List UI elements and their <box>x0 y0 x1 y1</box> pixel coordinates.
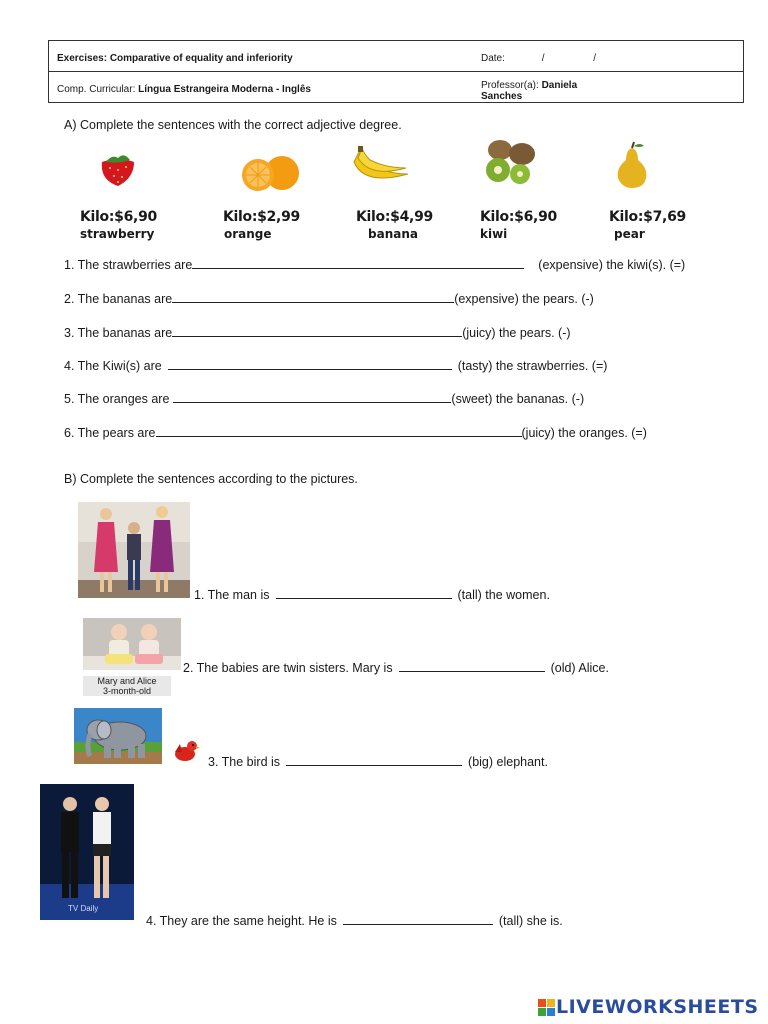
sentence-start: 5. The oranges are <box>64 392 170 406</box>
date-separator: / <box>593 53 597 64</box>
exercise-title: Exercises: Comparative of equality and inferiority <box>57 53 293 64</box>
date-label: Date: <box>481 53 505 64</box>
sentence-end: (tall) she is. <box>498 914 563 928</box>
fruit-price: Kilo:$6,90 <box>480 209 557 225</box>
curricular-component <box>57 84 311 95</box>
teacher-label: Professor(a): <box>481 80 542 91</box>
answer-blank[interactable] <box>156 426 522 437</box>
sentence-start: 2. The babies are twin sisters. Mary is <box>183 661 393 675</box>
answer-blank[interactable] <box>276 588 452 599</box>
sentence-end: (juicy) the oranges. (=) <box>521 426 647 440</box>
exercise-sentence <box>146 914 563 928</box>
babies-photo <box>83 618 181 670</box>
answer-blank[interactable] <box>192 258 524 269</box>
sentence-start: 4. They are the same height. He is <box>146 914 337 928</box>
bird-icon <box>172 738 200 764</box>
section-a-instruction: A) Complete the sentences with the correct adjective degree. <box>64 118 402 132</box>
header-row-1 <box>49 41 743 72</box>
banana-icon <box>350 144 412 188</box>
baby-photo-caption <box>83 676 171 696</box>
teacher-field <box>481 80 631 102</box>
exercise-sentence <box>64 258 685 272</box>
sentence-start: 1. The strawberries are <box>64 258 193 272</box>
exercise-sentence <box>64 292 594 306</box>
answer-blank[interactable] <box>172 292 454 303</box>
sentence-start: 4. The Kiwi(s) are <box>64 359 162 373</box>
people-photo <box>78 502 190 598</box>
exercise-sentence <box>64 392 584 406</box>
exercise-sentence <box>208 755 548 769</box>
teacher-name-first: Daniela <box>541 80 578 91</box>
fruit-price: Kilo:$7,69 <box>609 209 686 225</box>
liveworksheets-logo-icon <box>538 999 556 1019</box>
header-row-2 <box>49 72 743 103</box>
sentence-start: 3. The bird is <box>208 755 281 769</box>
kiwi-icon <box>482 136 540 186</box>
sentence-end: (expensive) the pears. (-) <box>454 292 594 306</box>
caption-line: Mary and Alice <box>97 676 157 686</box>
answer-blank[interactable] <box>172 326 462 337</box>
worksheet-header <box>48 40 744 103</box>
fruit-price: Kilo:$4,99 <box>356 209 433 225</box>
exercise-sentence <box>64 359 607 373</box>
sentence-end: (old) Alice. <box>550 661 609 675</box>
answer-blank[interactable] <box>343 914 493 925</box>
teacher-name-last: Sanches <box>481 91 523 102</box>
fruit-name: strawberry <box>80 227 155 241</box>
section-b-instruction: B) Complete the sentences according to the pictures. <box>64 472 358 486</box>
curricular-label: Comp. Curricular: <box>57 84 139 95</box>
exercise-sentence <box>194 588 550 602</box>
answer-blank[interactable] <box>168 359 452 370</box>
date-field <box>481 53 596 64</box>
photo-watermark: TV Daily <box>68 904 99 913</box>
sentence-end: (expensive) the kiwi(s). (=) <box>538 258 686 272</box>
orange-icon <box>238 154 302 192</box>
exercise-sentence <box>64 326 571 340</box>
exercise-sentence <box>64 426 647 440</box>
sentence-start: 3. The bananas are <box>64 326 173 340</box>
sentence-start: 1. The man is <box>194 588 270 602</box>
sentence-start: 6. The pears are <box>64 426 156 440</box>
caption-line: 3-month-old <box>102 686 152 696</box>
answer-blank[interactable] <box>173 392 451 403</box>
liveworksheets-brand[interactable]: LIVEWORKSHEETS <box>556 996 759 1018</box>
answer-blank[interactable] <box>286 755 462 766</box>
elephant-icon <box>74 708 162 764</box>
fruit-name: banana <box>368 227 418 241</box>
date-separator: / <box>541 53 545 64</box>
strawberry-icon <box>96 150 140 188</box>
fruit-price: Kilo:$6,90 <box>80 209 157 225</box>
fruit-name: pear <box>614 227 645 241</box>
curricular-subject: Língua Estrangeira Moderna - Inglês <box>138 84 311 95</box>
fruit-price: Kilo:$2,99 <box>223 209 300 225</box>
stage-photo-image <box>40 784 134 920</box>
stage-photo <box>40 784 134 920</box>
exercise-sentence <box>183 661 609 675</box>
sentence-end: (big) elephant. <box>468 755 548 769</box>
sentence-end: (tasty) the strawberries. (=) <box>457 359 608 373</box>
pear-icon <box>612 140 652 190</box>
sentence-end: (sweet) the bananas. (-) <box>451 392 585 406</box>
sentence-start: 2. The bananas are <box>64 292 173 306</box>
answer-blank[interactable] <box>399 661 545 672</box>
fruit-name: kiwi <box>480 227 508 241</box>
sentence-end: (juicy) the pears. (-) <box>462 326 571 340</box>
sentence-end: (tall) the women. <box>457 588 550 602</box>
fruit-name: orange <box>224 227 272 241</box>
